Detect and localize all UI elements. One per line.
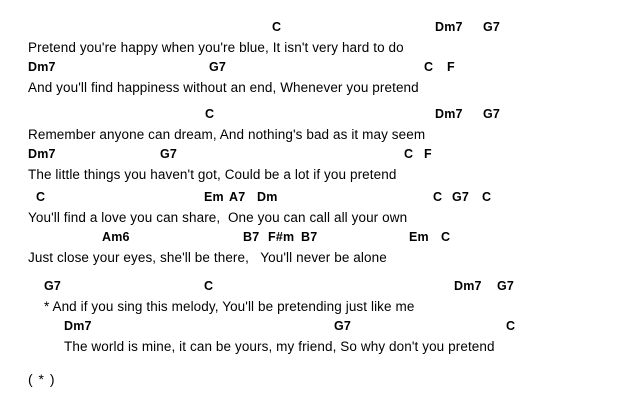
- chord-symbol: Dm7: [64, 319, 92, 333]
- chord-symbol: G7: [160, 147, 178, 161]
- chord-line: [0, 20, 620, 40]
- chord-line: [0, 230, 620, 250]
- chord-symbol: F: [447, 60, 455, 74]
- lyric-line: [0, 80, 620, 100]
- lyric-text: Just close your eyes, she'll be there, You'll never be alone: [28, 250, 387, 265]
- chord-symbol: B7: [301, 230, 318, 244]
- chord-symbol: G7: [483, 20, 501, 34]
- verse-block: [0, 107, 620, 187]
- lyric-text: Pretend you're happy when you're blue, It isn't very hard to do: [28, 40, 404, 55]
- lyric-text: Remember anyone can dream, And nothing's bad as it may seem: [28, 127, 426, 142]
- chord-line: [0, 190, 620, 210]
- chord-line: [0, 147, 620, 167]
- lyric-text: You'll find a love you can share, One you can call all your own: [28, 210, 408, 225]
- lyric-line: [0, 250, 620, 270]
- lyric-text: The little things you haven't got, Could be a lot if you pretend: [28, 167, 397, 182]
- chord-symbol: G7: [44, 279, 62, 293]
- lyric-text: The world is mine, it can be yours, my friend, So why don't you pretend: [64, 339, 495, 354]
- lyric-line: [0, 299, 620, 319]
- chord-symbol: C: [205, 107, 215, 121]
- verse-block: [0, 20, 620, 100]
- chord-symbol: G7: [483, 107, 501, 121]
- chord-symbol: B7: [243, 230, 260, 244]
- chord-symbol: C: [482, 190, 492, 204]
- lyric-line: [0, 339, 620, 359]
- chord-symbol: C: [204, 279, 214, 293]
- lyric-text: * And if you sing this melody, You'll be pretending just like me: [44, 299, 415, 314]
- chord-symbol: G7: [334, 319, 352, 333]
- chord-symbol: C: [433, 190, 443, 204]
- lyric-line: [0, 167, 620, 187]
- chord-symbol: C: [272, 20, 282, 34]
- chord-symbol: Dm7: [435, 20, 463, 34]
- chord-symbol: Dm7: [28, 60, 56, 74]
- chord-symbol: F: [424, 147, 432, 161]
- chord-line: [0, 60, 620, 80]
- chord-symbol: Am6: [102, 230, 130, 244]
- chord-line: [0, 319, 620, 339]
- chord-symbol: G7: [452, 190, 470, 204]
- chord-line: [0, 107, 620, 127]
- chord-symbol: Dm7: [28, 147, 56, 161]
- chord-line: [0, 279, 620, 299]
- lyric-text: And you'll find happiness without an end, Whenever you pretend: [28, 80, 419, 95]
- chord-symbol: C: [424, 60, 434, 74]
- chord-symbol: C: [404, 147, 414, 161]
- chord-symbol: Dm7: [454, 279, 482, 293]
- lyric-line: [0, 40, 620, 60]
- chord-symbol: Dm: [257, 190, 278, 204]
- chord-symbol: Em: [409, 230, 429, 244]
- chord-symbol: C: [441, 230, 451, 244]
- chord-symbol: C: [506, 319, 516, 333]
- chord-symbol: G7: [209, 60, 227, 74]
- lyric-line: [0, 210, 620, 230]
- chord-symbol: F#m: [268, 230, 295, 244]
- chord-symbol: A7: [229, 190, 246, 204]
- chord-symbol: Em: [204, 190, 224, 204]
- lyric-line: [0, 127, 620, 147]
- verse-block: [0, 190, 620, 270]
- repeat-marker: ( * ): [28, 371, 56, 387]
- verse-block: [0, 279, 620, 359]
- chord-symbol: C: [36, 190, 46, 204]
- chord-symbol: G7: [497, 279, 515, 293]
- chord-symbol: Dm7: [435, 107, 463, 121]
